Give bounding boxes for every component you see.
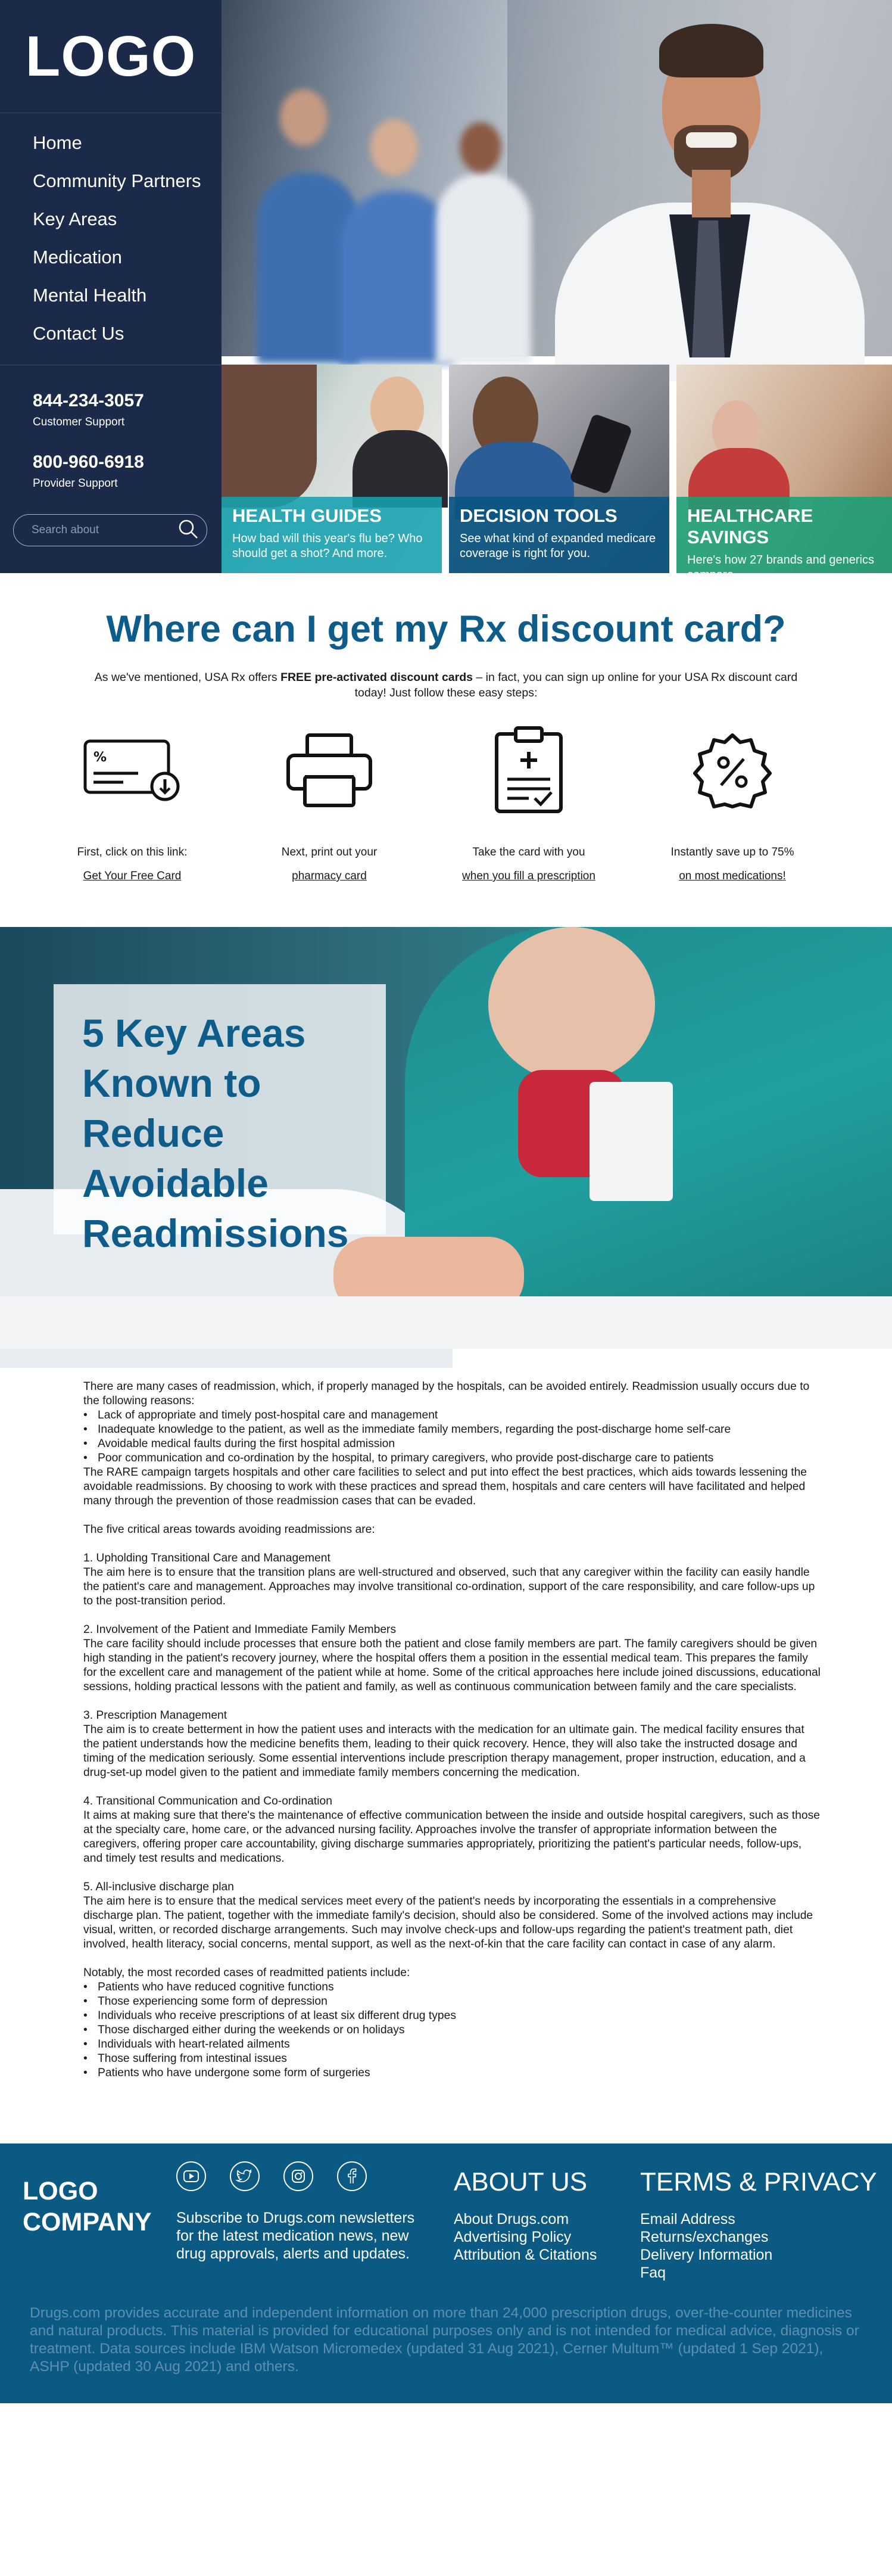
logo-text: LOGO	[25, 24, 197, 88]
site-logo[interactable]	[0, 0, 222, 113]
search-bar	[13, 514, 207, 546]
footer-about-column	[454, 2167, 597, 2264]
nav-item-community-partners[interactable]: Community Partners	[33, 170, 201, 191]
list-item: • Those discharged either during the weekends or on holidays	[83, 2023, 821, 2037]
phone-number[interactable]: 800-960-6918	[33, 452, 144, 472]
card-overlay	[676, 497, 892, 581]
banner-headline	[82, 1008, 357, 1258]
footer-logo-line: COMPANY	[23, 2208, 152, 2236]
area-heading: 5. All-inclusive discharge plan	[83, 1881, 234, 1893]
banner-headline-box	[54, 984, 386, 1255]
footer-logo-line: LOGO	[23, 2177, 98, 2205]
area-body: The aim here is to ensure that the transition plans are well-structured and observed, such that any caregiver within the facility can easily handle the patient's care and management. Approaches may involve transitional co-ordination, support of the care responsibility, and care follow-ups up to the post-transition period.	[83, 1566, 815, 1607]
footer-link-returns[interactable]: Returns/exchanges	[640, 2229, 769, 2245]
nav-item-key-areas[interactable]: Key Areas	[33, 209, 117, 229]
list-item: • Avoidable medical faults during the first hospital admission	[83, 1437, 821, 1451]
youtube-icon[interactable]	[176, 2161, 206, 2191]
card-title: DECISION TOOLS	[460, 505, 617, 526]
nav-item-home[interactable]: Home	[33, 132, 82, 153]
area-heading: 1. Upholding Transitional Care and Management	[83, 1552, 330, 1564]
step-text: Next, print out your	[281, 846, 378, 858]
hero-image	[222, 0, 892, 356]
list-item: • Inadequate knowledge to the patient, as well as the immediate family members, regarding the post-discharge home self-care	[83, 1423, 821, 1437]
search-input[interactable]	[32, 524, 177, 537]
step-save	[631, 727, 834, 883]
clipboard-icon	[493, 726, 564, 818]
step-fill-prescription	[428, 727, 630, 883]
nav-item-medication[interactable]: Medication	[33, 247, 122, 267]
card-health-guides[interactable]	[222, 365, 442, 573]
social-links	[176, 2161, 367, 2191]
card-title: HEALTH GUIDES	[232, 505, 382, 526]
headline-line: Readmissions	[82, 1211, 349, 1255]
provider-support-phone	[33, 452, 144, 490]
printer-icon	[285, 732, 374, 812]
article-paragraph: The five critical areas towards avoiding readmissions are:	[83, 1523, 375, 1536]
nav-item-contact-us[interactable]: Contact Us	[33, 323, 124, 344]
area-body: The aim is to create betterment in how the patient uses and interacts with the medication for an ultimate gain. The medical facility ensures that the patient understands how the medicine benefits them, leading to their quick recovery. Hence, they will also take the instructed dosage and timing of the medication seriously. Some essential interventions include prescription therapy management, proper instruction, education, and a drug-set-up model given to the patient and immediate family members concerning the medication.	[83, 1723, 806, 1779]
footer-column-title: ABOUT US	[454, 2167, 588, 2197]
headline-line: Reduce	[82, 1111, 224, 1155]
fill-prescription-link[interactable]: when you fill a prescription	[462, 870, 595, 882]
footer-link-faq[interactable]: Faq	[640, 2264, 666, 2281]
footer-column-title: TERMS & PRIVACY	[640, 2167, 877, 2197]
list-item: • Lack of appropriate and timely post-hospital care and management	[83, 1408, 821, 1423]
site-footer	[0, 2143, 892, 2403]
list-item: • Patients who have undergone some form of surgeries	[83, 2066, 821, 2080]
footer-link-email[interactable]: Email Address	[640, 2211, 735, 2227]
list-item: • Poor communication and co-ordination by the hospital, to primary caregivers, who provide post-discharge care to patients	[83, 1451, 821, 1466]
step-get-card	[31, 727, 233, 883]
headline-line: Known to	[82, 1061, 261, 1105]
headline-line: Avoidable	[82, 1161, 269, 1205]
article-paragraph: There are many cases of readmission, which, if properly managed by the hospitals, can be avoided entirely. Readmission usually occurs due to the following reasons:	[83, 1380, 810, 1407]
phone-number[interactable]: 844-234-3057	[33, 391, 144, 410]
intro-text: As we've mentioned, USA Rx offers	[94, 671, 281, 684]
step-text: Take the card with you	[472, 846, 585, 858]
card-description: Here's how 27 brands and generics compare.	[687, 553, 875, 581]
cases-list	[83, 1980, 821, 2080]
step-text: Instantly save up to 75%	[670, 846, 794, 858]
medications-savings-link[interactable]: on most medications!	[679, 870, 786, 882]
steps-title: Where can I get my Rx discount card?	[106, 608, 786, 650]
card-description: See what kind of expanded medicare coverage is right for you.	[460, 532, 656, 560]
phone-label: Provider Support	[33, 477, 118, 490]
article-paragraph: The RARE campaign targets hospitals and other care facilities to select and put into effect the best practices, which aids towards lessening the avoidable readmissions. By choosing to work with these practices and spread them, hospitals and care centers will have facilitated and helped many through the prevention of those readmission cases that can be evaded.	[83, 1466, 807, 1507]
twitter-icon[interactable]	[230, 2161, 260, 2191]
card-decision-tools[interactable]	[449, 365, 669, 573]
area-body: The care facility should include processes that ensure both the patient and close family members are part. The family caregivers should be given high standing in the patient's recovery journey, where the hospital offers them a position in the essential medical team. This prepares the family for the excellent care and management of the patient while at home. Some of the critical approaches here include joined discussions, educational sessions, holding practical lessons with the patient and family, as well as continuous communication between family and the care specialists.	[83, 1638, 821, 1693]
footer-link-advertising[interactable]: Advertising Policy	[454, 2229, 572, 2245]
area-body: The aim here is to ensure that the medical services meet every of the patient's needs by incorporating the essentials in a comprehensive discharge plan. The patient, together with the immediate family's decision, should also be considered. Some of the involved actions may include visual, written, or recorded discharge arrangements. Such may involve check-ups and follow-ups regarding the patient's treatment path, diet involved, health literacy, social concerns, mental support, as well as the next-of-kin that the care facility can contact in case of any alarm.	[83, 1895, 813, 1950]
intro-bold-text: FREE pre-activated discount cards	[280, 671, 473, 684]
list-item: • Those suffering from intestinal issues	[83, 2052, 821, 2066]
footer-link-delivery[interactable]: Delivery Information	[640, 2247, 773, 2263]
footer-terms-column	[640, 2167, 877, 2282]
article-paragraph: Notably, the most recorded cases of readmitted patients include:	[83, 1967, 410, 1979]
area-heading: 3. Prescription Management	[83, 1709, 227, 1722]
article-body	[83, 1380, 821, 2080]
newsletter-subscribe-text[interactable]: Subscribe to Drugs.com newsletters for the latest medication news, new drug approvals, alerts and updates.	[176, 2210, 415, 2262]
intro-text: – in fact, you can sign up online for your USA Rx discount card today! Just follow these easy steps:	[354, 671, 798, 699]
credit-card-icon	[82, 738, 183, 806]
sidebar	[0, 0, 222, 573]
reasons-list	[83, 1408, 821, 1466]
svg-text:%: %	[93, 749, 107, 765]
customer-support-phone	[33, 391, 144, 429]
area-body: It aims at making sure that there's the maintenance of effective communication between the inside and outside hospital caregivers, such as those at the specialty care, home care, or the advanced nursing facility. Approaches involve the transfer of appropriate information between the caregivers, offering proper care accountability, giving discharge summaries appropriately, prioritizing the patient's particular needs, follow-ups, and timely test results and medications.	[83, 1809, 820, 1865]
steps-intro	[83, 670, 809, 701]
footer-disclaimer: Drugs.com provides accurate and independent information on more than 24,000 prescription drugs, over-the-counter medicines and natural products. This material is provided for educational purposes only and is not intended for medical advice, diagnosis or treatment. Data sources include IBM Watson Micromedex (updated 31 Aug 2021), Cerner Multum™ (updated 1 Sep 2021), ASHP (updated 30 Aug 2021) and others.	[30, 2305, 859, 2375]
key-areas-banner	[0, 927, 892, 1349]
nav-item-mental-health[interactable]: Mental Health	[33, 285, 147, 306]
footer-link-attribution[interactable]: Attribution & Citations	[454, 2247, 597, 2263]
list-item: • Those experiencing some form of depression	[83, 1995, 821, 2009]
card-overlay	[222, 497, 442, 573]
area-heading: 2. Involvement of the Patient and Immediate Family Members	[83, 1623, 397, 1636]
step-print-card	[228, 727, 431, 883]
card-description: How bad will this year's flu be? Who should get a shot? And more.	[232, 532, 423, 560]
instagram-icon[interactable]	[283, 2161, 313, 2191]
headline-line: 5 Key Areas	[82, 1011, 306, 1055]
step-text: First, click on this link:	[77, 846, 188, 858]
search-icon[interactable]	[177, 518, 199, 543]
list-item: • Patients who have reduced cognitive functions	[83, 1980, 821, 1995]
card-healthcare-savings[interactable]	[676, 365, 892, 581]
footer-link-about[interactable]: About Drugs.com	[454, 2211, 569, 2227]
area-heading: 4. Transitional Communication and Co-ordination	[83, 1795, 332, 1807]
pharmacy-card-link[interactable]: pharmacy card	[292, 870, 367, 882]
list-item: • Individuals with heart-related ailments	[83, 2037, 821, 2052]
phone-label: Customer Support	[33, 416, 125, 428]
facebook-icon[interactable]	[337, 2161, 367, 2191]
main-nav	[0, 113, 222, 343]
list-item: • Individuals who receive prescriptions of at least six different drug types	[83, 2009, 821, 2023]
footer-logo[interactable]	[23, 2176, 152, 2238]
card-title: HEALTHCARE SAVINGS	[687, 505, 813, 547]
discount-badge-icon	[694, 732, 771, 812]
get-free-card-link[interactable]: Get Your Free Card	[83, 870, 182, 882]
card-overlay	[449, 497, 669, 573]
